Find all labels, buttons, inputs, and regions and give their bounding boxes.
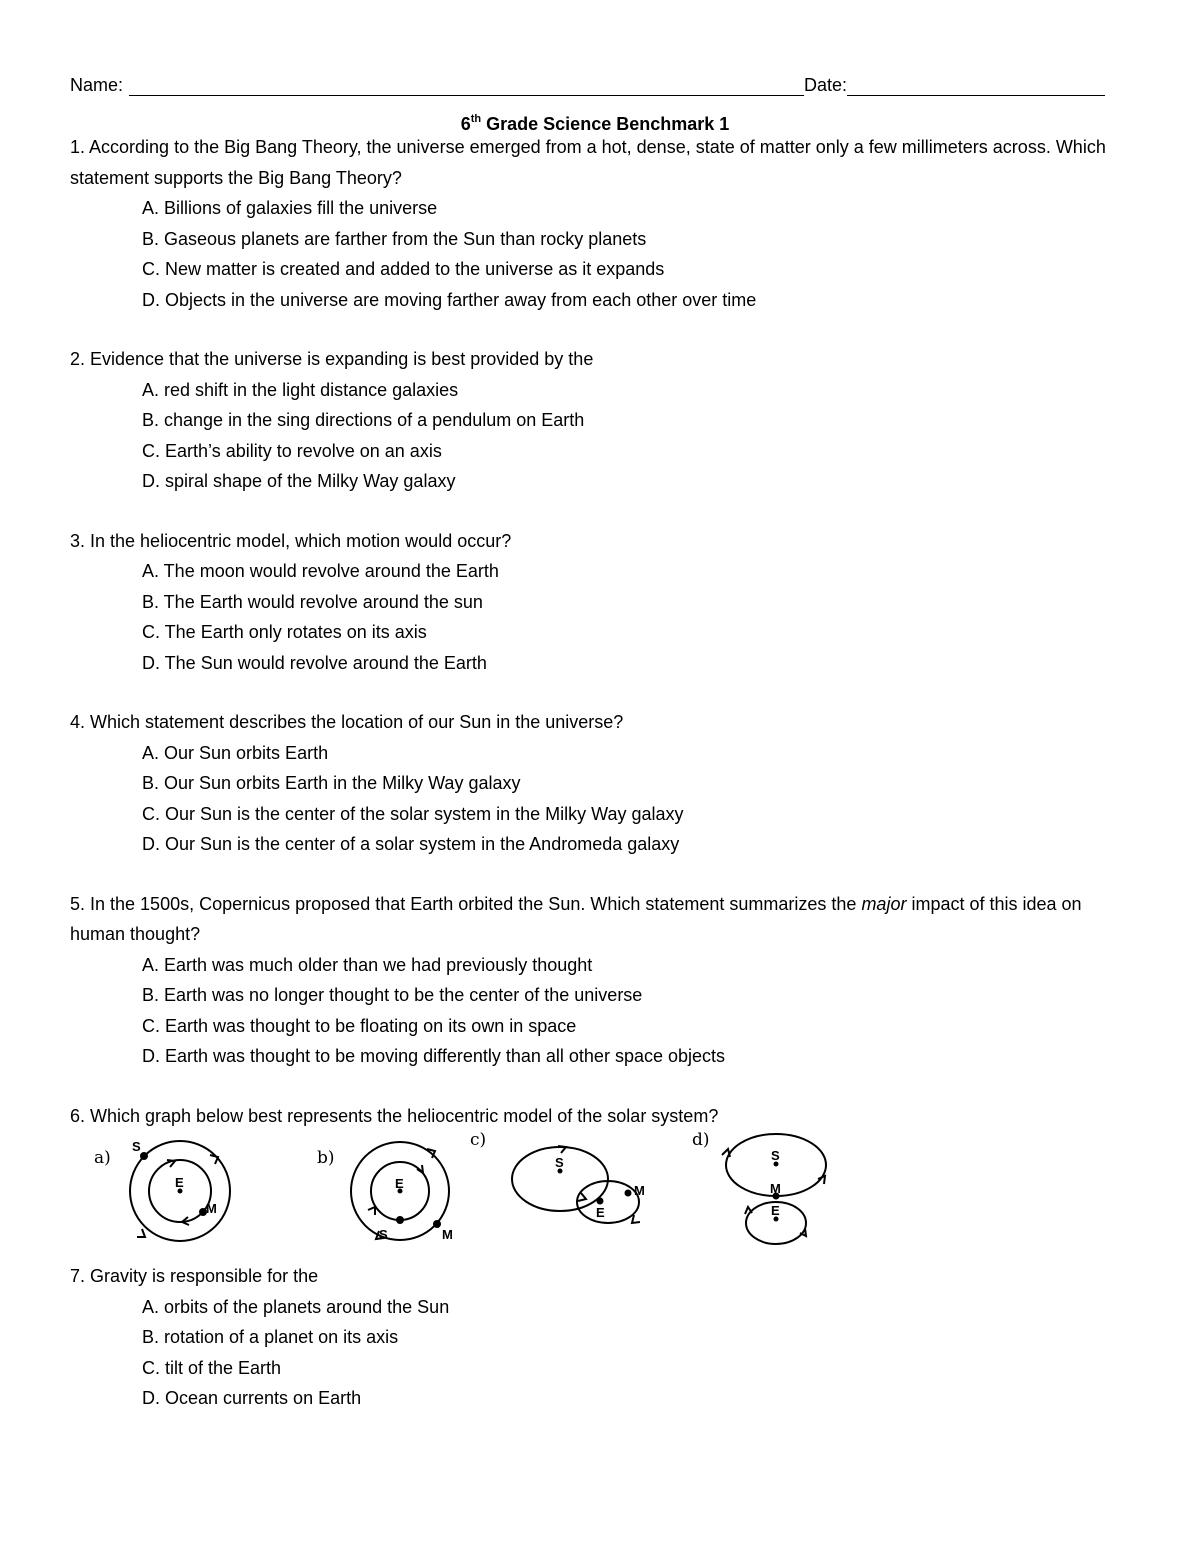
question-stem [70, 889, 1120, 950]
answer-option: B. The Earth would revolve around the sun [142, 591, 483, 612]
question-stem: 4. Which statement describes the location of our Sun in the universe? [70, 712, 624, 732]
moon-label: M [634, 1183, 645, 1198]
orbit-diagram-c [468, 1131, 668, 1251]
sun-label: S [132, 1139, 141, 1154]
diagram-c [468, 1131, 668, 1251]
answer-option: C. Our Sun is the center of the solar system in the Milky Way galaxy [142, 803, 684, 824]
question-1 [70, 132, 1120, 315]
answer-option: B. Our Sun orbits Earth in the Milky Way galaxy [142, 773, 521, 793]
page-title [70, 106, 1120, 132]
stem-text: impact of this idea on human thought? [70, 893, 1082, 944]
title-grade: 6 [460, 114, 471, 134]
stem-text: 5. In the 1500s, Copernicus proposed that Earth orbited the Sun. Which statement summarizes the [70, 893, 862, 914]
orbit-arrow [368, 1207, 375, 1215]
title-text: Grade Science Benchmark 1 [481, 114, 730, 134]
date-label: Date: [804, 75, 848, 95]
question-stem: 2. Evidence that the universe is expanding is best provided by the [70, 349, 594, 369]
answer-option: B. Earth was no longer thought to be the center of the universe [142, 985, 643, 1005]
header-row [70, 70, 1120, 96]
orbit-diagram-a [92, 1131, 242, 1251]
orbit-arrow [558, 1146, 566, 1153]
answer-option: B. Gaseous planets are farther from the Sun than rocky planets [142, 228, 647, 249]
worksheet-page [70, 70, 1120, 1414]
answer-option: B. rotation of a planet on its axis [142, 1327, 399, 1347]
answer-option: C. New matter is created and added to the universe as it expands [142, 259, 665, 279]
diagram-a [92, 1131, 242, 1251]
answer-option: D. spiral shape of the Milky Way galaxy [142, 471, 456, 491]
diagram-b [315, 1131, 465, 1251]
earth-label: E [771, 1203, 780, 1218]
name-field[interactable] [129, 75, 804, 96]
stem-emphasis: major [861, 893, 907, 914]
diagram-label: a) [94, 1148, 111, 1168]
question-stem: 6. Which graph below best represents the heliocentric model of the solar system? [70, 1105, 719, 1126]
moon-orbit [577, 1181, 639, 1223]
name-label: Name: [70, 75, 124, 95]
diagram-label: d) [692, 1131, 710, 1150]
orbit-arrow [210, 1155, 218, 1164]
moon-dot [625, 1190, 632, 1197]
answer-option: C. Earth’s ability to revolve on an axis [142, 440, 442, 461]
date-field[interactable] [847, 75, 1105, 96]
moon-dot [433, 1220, 441, 1228]
answer-option: D. Objects in the universe are moving farther away from each other over time [142, 289, 757, 310]
moon-label: M [442, 1227, 453, 1242]
orbit-arrow [632, 1215, 640, 1223]
diagram-label: c) [470, 1131, 487, 1150]
answer-option: B. change in the sing directions of a pendulum on Earth [142, 410, 585, 430]
question-5 [70, 889, 1120, 1072]
earth-label: E [395, 1176, 404, 1191]
diagram-label: b) [317, 1148, 335, 1168]
orbit-diagram-b [315, 1131, 465, 1251]
answer-option: A. Billions of galaxies fill the universe [142, 198, 438, 218]
question-7 [70, 1261, 1120, 1414]
answer-option: D. The Sun would revolve around the Earth [142, 652, 487, 673]
answer-option: C. The Earth only rotates on its axis [142, 622, 427, 642]
orbit-diagrams [70, 1131, 1120, 1253]
question-stem: 7. Gravity is responsible for the [70, 1266, 319, 1286]
orbit-diagram-d [690, 1131, 860, 1253]
earth-label: E [596, 1205, 605, 1220]
orbit-arrow [722, 1149, 730, 1157]
question-stem: 1. According to the Big Bang Theory, the universe emerged from a hot, dense, state of matter only a few millimeters across. Which statement supports the Big Bang Theory? [70, 137, 1106, 188]
answer-option: A. The moon would revolve around the Earth [142, 561, 499, 581]
orbit-arrow [137, 1229, 145, 1237]
question-stem: 3. In the heliocentric model, which motion would occur? [70, 530, 512, 551]
sun-dot [140, 1152, 148, 1160]
sun-label: S [379, 1227, 388, 1242]
moon-label: M [206, 1201, 217, 1216]
question-2 [70, 344, 1120, 497]
question-3 [70, 526, 1120, 679]
question-6 [70, 1101, 1120, 1254]
title-grade-suffix: th [470, 113, 482, 125]
answer-option: D. Our Sun is the center of a solar system in the Andromeda galaxy [142, 834, 680, 854]
diagram-d [690, 1131, 860, 1253]
sun-dot [396, 1216, 404, 1224]
orbit-arrow [167, 1160, 175, 1167]
answer-option: D. Earth was thought to be moving differently than all other space objects [142, 1046, 726, 1066]
question-4 [70, 707, 1120, 860]
answer-option: C. tilt of the Earth [142, 1357, 282, 1378]
sun-label: S [555, 1155, 564, 1170]
moon-label: M [770, 1181, 781, 1196]
answer-option: A. Our Sun orbits Earth [142, 742, 329, 763]
answer-option: A. Earth was much older than we had previously thought [142, 954, 593, 975]
sun-label: S [771, 1148, 780, 1163]
answer-option: C. Earth was thought to be floating on its own in space [142, 1015, 577, 1036]
earth-label: E [175, 1175, 184, 1190]
answer-option: D. Ocean currents on Earth [142, 1388, 362, 1408]
earth-dot [597, 1198, 604, 1205]
answer-option: A. red shift in the light distance galaxies [142, 379, 459, 400]
answer-option: A. orbits of the planets around the Sun [142, 1296, 450, 1317]
